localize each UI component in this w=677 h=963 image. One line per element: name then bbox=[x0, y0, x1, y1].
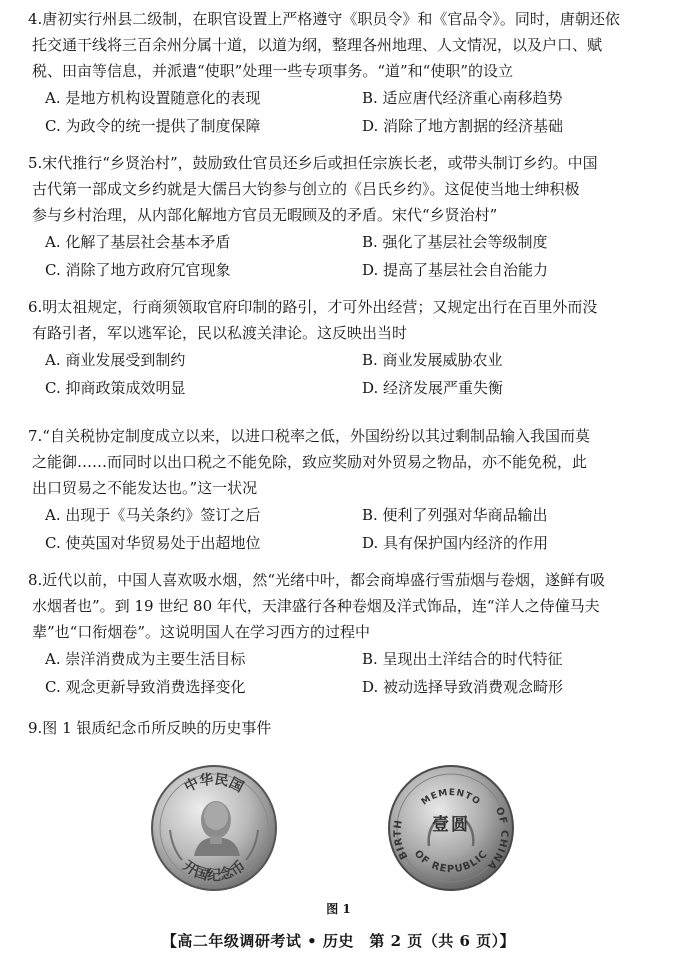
question-stem-line: 7.“自关税协定制度成立以来，以进口税率之低，外国纷纷以其过剩制品输入我国而莫 bbox=[28, 427, 590, 445]
answer-option[interactable]: C. 消除了地方政府冗官现象 bbox=[45, 261, 231, 279]
answer-option[interactable]: C. 使英国对华贸易处于出超地位 bbox=[45, 534, 261, 552]
option-row bbox=[32, 501, 654, 529]
question-q8 bbox=[28, 567, 654, 701]
question-stem-line: 出口贸易之不能发达也。”这一状况 bbox=[32, 479, 258, 497]
option-row bbox=[32, 645, 654, 673]
question-stem-line: 4.唐初实行州县二级制，在职官设置上严格遵守《职员令》和《官品令》。同时，唐朝还依 bbox=[28, 10, 620, 28]
svg-text:壹圆: 壹圆 bbox=[432, 815, 470, 835]
question-stem-line: 9.图 1 银质纪念币所反映的历史事件 bbox=[28, 719, 272, 737]
answer-option[interactable]: A. 是地方机构设置随意化的表现 bbox=[45, 89, 261, 107]
option-row bbox=[32, 84, 654, 112]
question-stem-line: 辈”也“口衔烟卷”。这说明国人在学习西方的过程中 bbox=[32, 623, 371, 641]
question-stem-line: 有路引者，军以逃军论，民以私渡关津论。这反映出当时 bbox=[32, 324, 408, 342]
coin-portrait-icon bbox=[150, 764, 278, 892]
question-stem-line: 古代第一部成文乡约就是大儒吕大钧参与创立的《吕氏乡约》。这促使当地士绅积极 bbox=[32, 180, 580, 198]
answer-option[interactable]: B. 便利了列强对华商品输出 bbox=[362, 506, 548, 524]
question-q6 bbox=[28, 294, 654, 402]
question-stem-line: 托交通干线将三百余州分属十道，以道为纲，整理各州地理、人文情况，以及户口、赋 bbox=[32, 36, 603, 54]
answer-option[interactable]: B. 适应唐代经济重心南移趋势 bbox=[362, 89, 563, 107]
option-row bbox=[32, 673, 654, 701]
question-q7 bbox=[28, 423, 654, 557]
answer-option[interactable]: B. 呈现出土洋结合的时代特征 bbox=[362, 650, 563, 668]
answer-option[interactable]: B. 商业发展威胁农业 bbox=[362, 351, 503, 369]
question-stem-line: 水烟者也”。到 19 世纪 80 年代，天津盛行各种卷烟及洋式饰品，连“洋人之侍僮马夫 bbox=[32, 597, 600, 615]
option-row bbox=[32, 256, 654, 284]
question-stem-line: 6.明太祖规定，行商须领取官府印制的路引，才可外出经营；又规定出行在百里外而没 bbox=[28, 298, 598, 316]
svg-text:OF CHINA: OF CHINA bbox=[484, 805, 510, 872]
question-stem-line: 5.宋代推行“乡贤治村”，鼓励致仕官员还乡后或担任宗族长老，或带头制订乡约。中国 bbox=[28, 154, 598, 172]
answer-option[interactable]: A. 商业发展受到制约 bbox=[45, 351, 186, 369]
answer-option[interactable]: D. 消除了地方割据的经济基础 bbox=[362, 117, 564, 135]
svg-text:BIRTH: BIRTH bbox=[392, 818, 411, 862]
coin-denomination-icon bbox=[387, 764, 515, 892]
option-row bbox=[32, 374, 654, 402]
question-q4 bbox=[28, 6, 654, 140]
option-row bbox=[32, 112, 654, 140]
answer-option[interactable]: D. 具有保护国内经济的作用 bbox=[362, 534, 549, 552]
question-stem-line: 8.近代以前，中国人喜欢吸水烟，然“光绪中叶，都会商埠盛行雪茄烟与卷烟，遂鲜有吸 bbox=[28, 571, 605, 589]
answer-option[interactable]: C. 观念更新导致消费选择变化 bbox=[45, 678, 246, 696]
page-footer: 【高二年级调研考试 • 历史 第 2 页（共 6 页）】 bbox=[161, 932, 516, 950]
answer-option[interactable]: B. 强化了基层社会等级制度 bbox=[362, 233, 548, 251]
question-q5 bbox=[28, 150, 654, 284]
answer-option[interactable]: D. 被动选择导致消费观念畸形 bbox=[362, 678, 564, 696]
svg-text:开国纪念币: 开国纪念币 bbox=[179, 857, 249, 884]
answer-option[interactable]: D. 经济发展严重失衡 bbox=[362, 379, 504, 397]
svg-text:OF REPUBLIC: OF REPUBLIC bbox=[411, 848, 491, 876]
question-stem-line: 之能御……而同时以出口税之不能免除，致应奖励对外贸易之物品，亦不能免税，此 bbox=[32, 453, 588, 471]
answer-option[interactable]: C. 为政令的统一提供了制度保障 bbox=[45, 117, 261, 135]
answer-option[interactable]: A. 崇洋消费成为主要生活目标 bbox=[45, 650, 246, 668]
answer-option[interactable]: A. 出现于《马关条约》签订之后 bbox=[45, 506, 261, 524]
option-row bbox=[32, 529, 654, 557]
svg-text:中华民国: 中华民国 bbox=[182, 771, 246, 796]
figure-1 bbox=[150, 758, 540, 898]
answer-option[interactable]: D. 提高了基层社会自治能力 bbox=[362, 261, 549, 279]
question-stem-line: 参与乡村治理，从内部化解地方官员无暇顾及的矛盾。宋代“乡贤治村” bbox=[32, 206, 498, 224]
option-row bbox=[32, 346, 654, 374]
question-stem-line: 税、田亩等信息，并派遣“使职”处理一些专项事务。“道”和“使职”的设立 bbox=[32, 62, 514, 80]
question-q9 bbox=[28, 715, 654, 741]
answer-option[interactable]: C. 抑商政策成效明显 bbox=[45, 379, 186, 397]
figure-caption: 图 1 bbox=[326, 902, 351, 916]
svg-text:MEMENTO: MEMENTO bbox=[419, 787, 483, 808]
answer-option[interactable]: A. 化解了基层社会基本矛盾 bbox=[45, 233, 231, 251]
option-row bbox=[32, 228, 654, 256]
